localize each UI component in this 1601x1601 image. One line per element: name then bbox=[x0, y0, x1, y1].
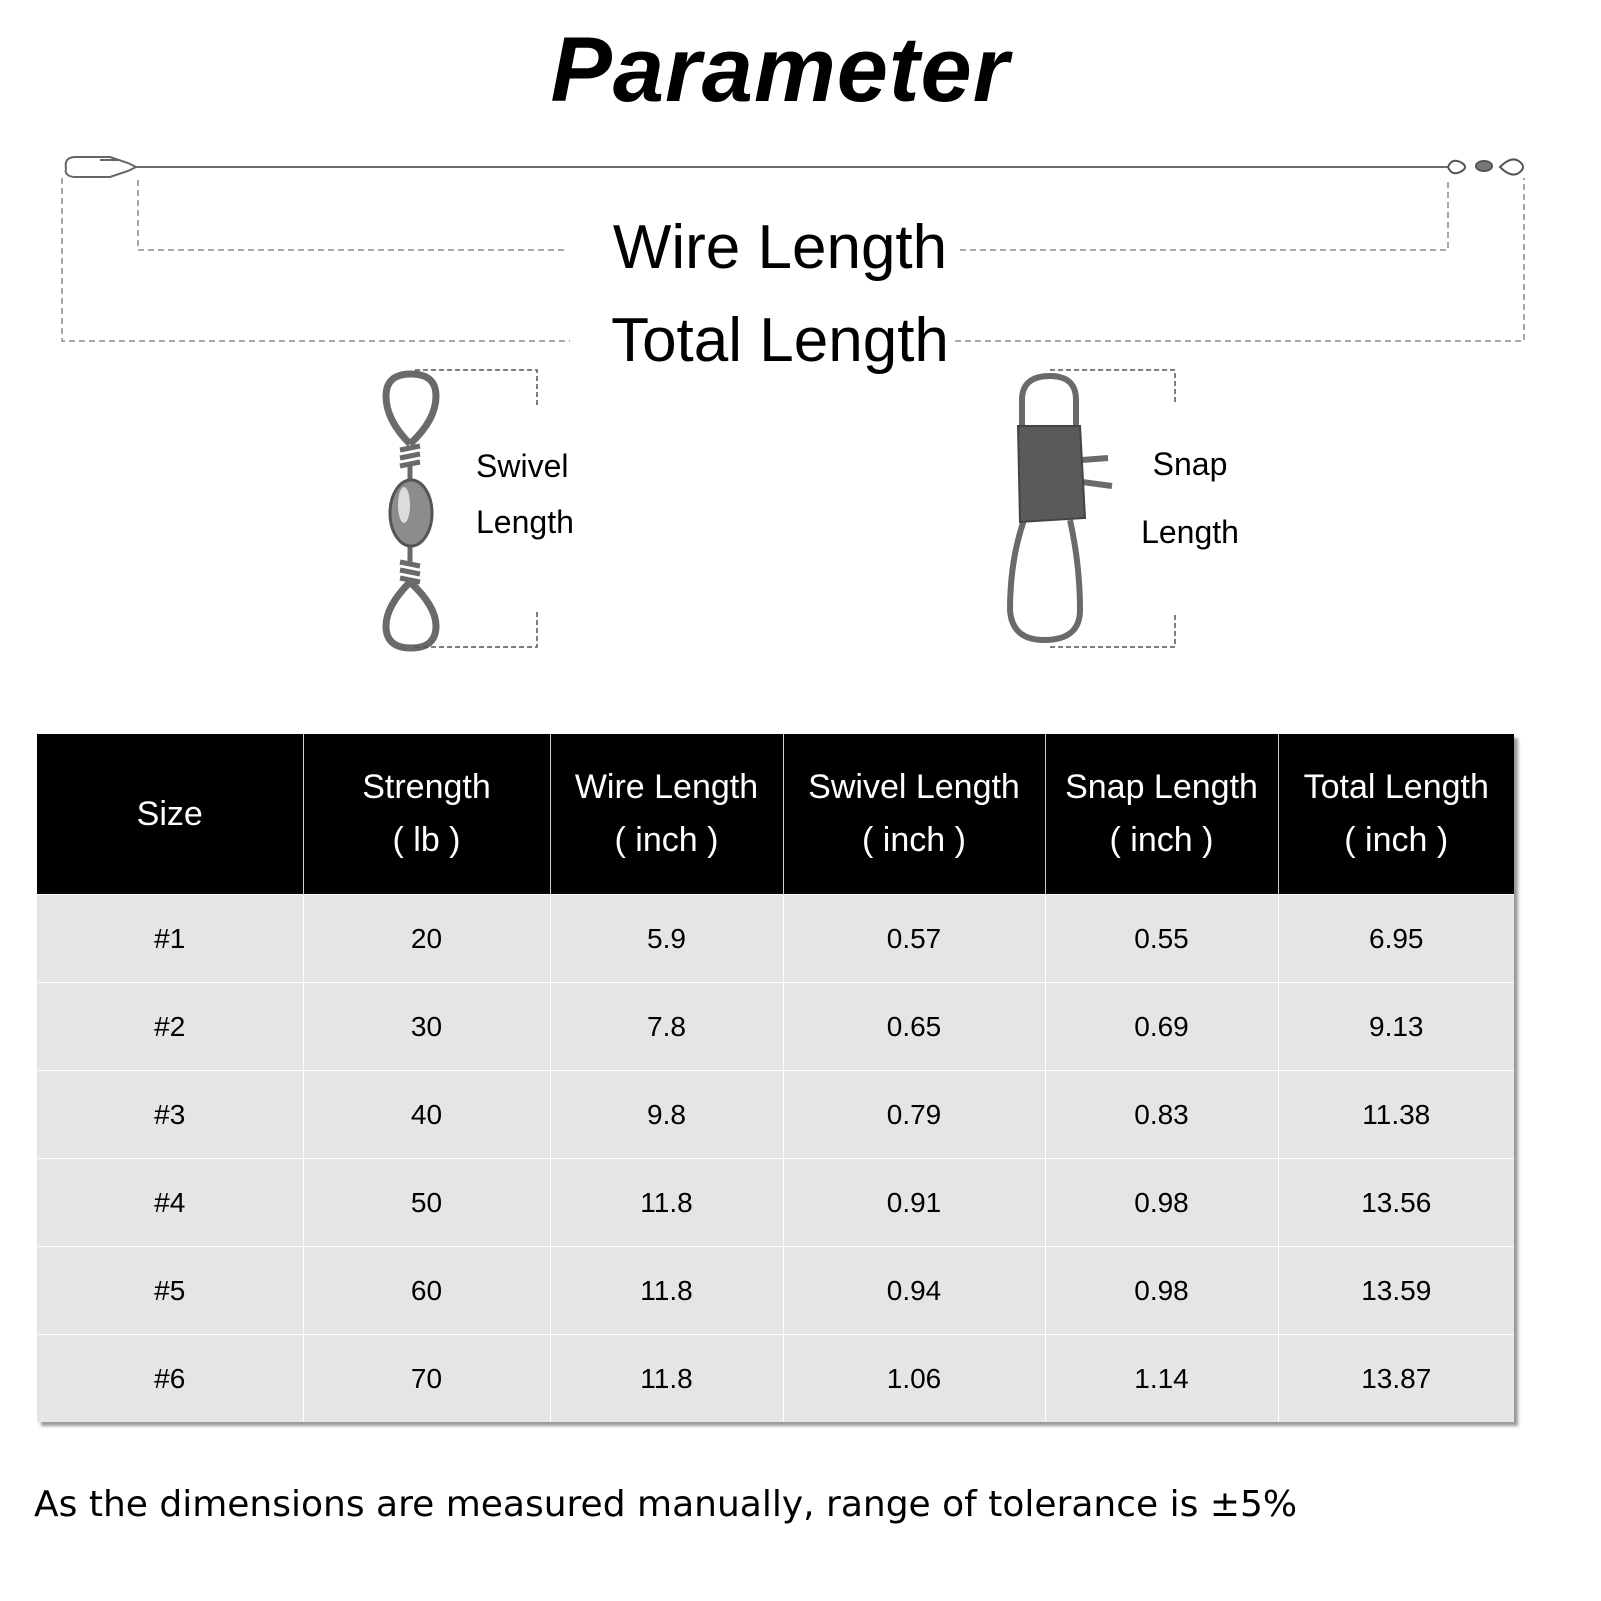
table-header-row bbox=[37, 734, 1514, 895]
cell-strength: 40 bbox=[303, 1071, 550, 1159]
table-row bbox=[37, 1335, 1514, 1423]
cell-size: #3 bbox=[37, 1071, 303, 1159]
swivel-label-line-2: Length bbox=[476, 504, 574, 540]
cell-snap-length: 0.98 bbox=[1045, 1159, 1278, 1247]
page-title: Parameter bbox=[550, 19, 1010, 121]
cell-swivel-length: 0.94 bbox=[783, 1247, 1045, 1335]
cell-wire-length: 9.8 bbox=[550, 1071, 783, 1159]
cell-swivel-length: 1.06 bbox=[783, 1335, 1045, 1423]
swivel-label-line-1: Swivel bbox=[476, 448, 569, 484]
header-swivel-length: Swivel Length ( inch ) bbox=[783, 734, 1045, 895]
cell-swivel-length: 0.79 bbox=[783, 1071, 1045, 1159]
total-length-label: Total Length bbox=[611, 306, 949, 375]
cell-total-length: 13.87 bbox=[1278, 1335, 1514, 1423]
cell-size: #2 bbox=[37, 983, 303, 1071]
cell-wire-length: 7.8 bbox=[550, 983, 783, 1071]
cell-total-length: 6.95 bbox=[1278, 895, 1514, 983]
header-wire-length: Wire Length ( inch ) bbox=[550, 734, 783, 895]
cell-strength: 30 bbox=[303, 983, 550, 1071]
table-row bbox=[37, 895, 1514, 983]
table-row bbox=[37, 1159, 1514, 1247]
cell-snap-length: 0.55 bbox=[1045, 895, 1278, 983]
header-snap-length: Snap Length ( inch ) bbox=[1045, 734, 1278, 895]
cell-wire-length: 11.8 bbox=[550, 1159, 783, 1247]
cell-swivel-length: 0.91 bbox=[783, 1159, 1045, 1247]
cell-size: #4 bbox=[37, 1159, 303, 1247]
cell-snap-length: 0.69 bbox=[1045, 983, 1278, 1071]
wire-swivel-icon bbox=[1448, 159, 1523, 174]
cell-size: #5 bbox=[37, 1247, 303, 1335]
cell-wire-length: 11.8 bbox=[550, 1247, 783, 1335]
cell-total-length: 11.38 bbox=[1278, 1071, 1514, 1159]
cell-strength: 70 bbox=[303, 1335, 550, 1423]
table-row bbox=[37, 1071, 1514, 1159]
cell-swivel-length: 0.65 bbox=[783, 983, 1045, 1071]
cell-snap-length: 1.14 bbox=[1045, 1335, 1278, 1423]
header-size: Size bbox=[37, 734, 303, 895]
cell-strength: 50 bbox=[303, 1159, 550, 1247]
snap-label-line-2: Length bbox=[1141, 514, 1239, 550]
snap-length-label bbox=[1136, 430, 1244, 566]
swivel-length-label bbox=[476, 438, 574, 550]
header-total-length: Total Length ( inch ) bbox=[1278, 734, 1514, 895]
wire-length-label: Wire Length bbox=[612, 213, 948, 282]
wire-snap-icon bbox=[66, 157, 136, 177]
cell-wire-length: 11.8 bbox=[550, 1335, 783, 1423]
snap-label-line-1: Snap bbox=[1152, 446, 1228, 482]
cell-total-length: 9.13 bbox=[1278, 983, 1514, 1071]
cell-total-length: 13.56 bbox=[1278, 1159, 1514, 1247]
cell-total-length: 13.59 bbox=[1278, 1247, 1514, 1335]
cell-wire-length: 5.9 bbox=[550, 895, 783, 983]
table-row bbox=[37, 1247, 1514, 1335]
cell-size: #6 bbox=[37, 1335, 303, 1423]
cell-snap-length: 0.98 bbox=[1045, 1247, 1278, 1335]
header-strength: Strength ( lb ) bbox=[303, 734, 550, 895]
parameter-table bbox=[37, 734, 1514, 1422]
cell-size: #1 bbox=[37, 895, 303, 983]
cell-strength: 60 bbox=[303, 1247, 550, 1335]
table-row bbox=[37, 983, 1514, 1071]
cell-snap-length: 0.83 bbox=[1045, 1071, 1278, 1159]
cell-swivel-length: 0.57 bbox=[783, 895, 1045, 983]
cell-strength: 20 bbox=[303, 895, 550, 983]
tolerance-note: As the dimensions are measured manually, range of tolerance is ±5% bbox=[34, 1484, 1298, 1525]
